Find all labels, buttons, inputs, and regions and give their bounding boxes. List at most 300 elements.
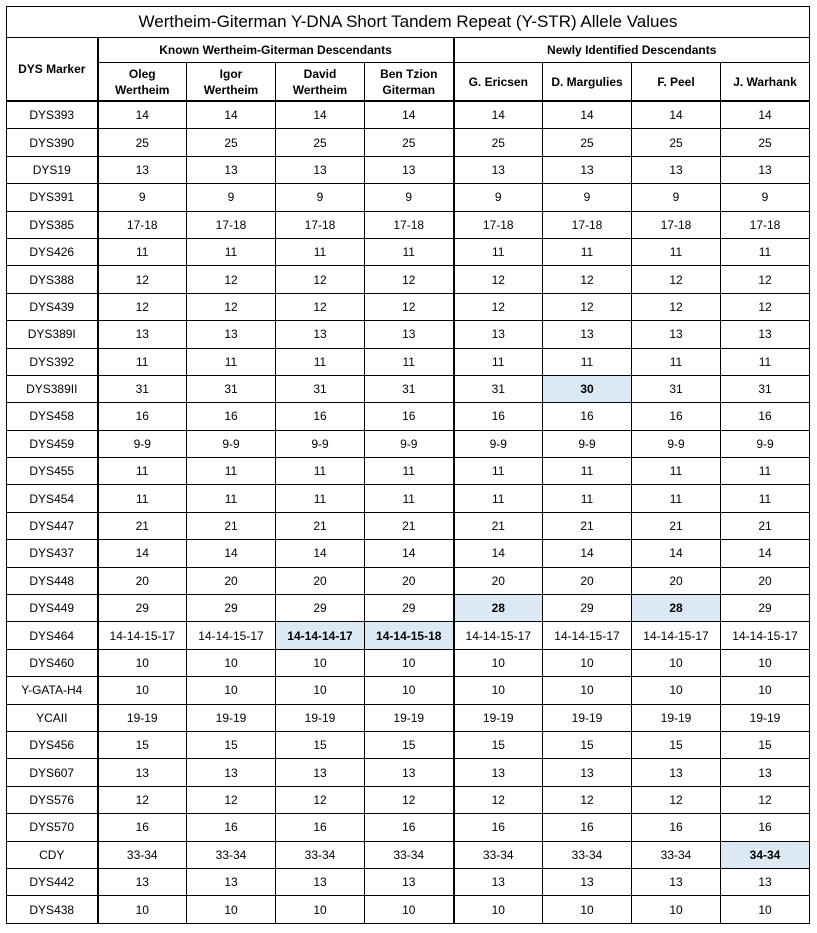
table-row bbox=[7, 458, 810, 485]
allele-cell: 20 bbox=[98, 567, 187, 594]
allele-cell: 21 bbox=[543, 512, 632, 539]
allele-cell: 10 bbox=[543, 677, 632, 704]
allele-cell: 15 bbox=[276, 731, 365, 758]
allele-cell: 11 bbox=[276, 485, 365, 512]
allele-cell: 11 bbox=[98, 485, 187, 512]
marker-cell: DYS442 bbox=[7, 868, 98, 895]
allele-cell: 29 bbox=[721, 595, 810, 622]
allele-cell: 33-34 bbox=[365, 841, 454, 868]
table-row bbox=[7, 184, 810, 211]
allele-cell: 11 bbox=[365, 485, 454, 512]
allele-cell: 31 bbox=[632, 375, 721, 402]
allele-cell: 31 bbox=[276, 375, 365, 402]
allele-cell: 12 bbox=[365, 786, 454, 813]
table-row bbox=[7, 759, 810, 786]
allele-cell: 13 bbox=[454, 321, 543, 348]
allele-cell: 21 bbox=[632, 512, 721, 539]
marker-cell: DYS576 bbox=[7, 786, 98, 813]
allele-cell: 9 bbox=[721, 184, 810, 211]
table-row bbox=[7, 622, 810, 649]
allele-cell: 33-34 bbox=[276, 841, 365, 868]
table-row bbox=[7, 704, 810, 731]
person-name-line: J. Warhank bbox=[733, 74, 797, 89]
marker-cell: DYS449 bbox=[7, 595, 98, 622]
marker-cell: DYS460 bbox=[7, 649, 98, 676]
marker-cell: DYS570 bbox=[7, 814, 98, 841]
marker-cell: DYS439 bbox=[7, 293, 98, 320]
person-name-line: Wertheim bbox=[203, 82, 259, 97]
marker-cell: DYS607 bbox=[7, 759, 98, 786]
person-name-line: F. Peel bbox=[657, 74, 695, 89]
allele-cell: 16 bbox=[632, 403, 721, 430]
allele-cell: 29 bbox=[276, 595, 365, 622]
allele-cell: 13 bbox=[632, 156, 721, 183]
marker-cell: DYS438 bbox=[7, 896, 98, 923]
allele-cell: 19-19 bbox=[632, 704, 721, 731]
allele-cell: 16 bbox=[187, 403, 276, 430]
allele-cell: 14-14-15-17 bbox=[98, 622, 187, 649]
allele-cell: 12 bbox=[721, 266, 810, 293]
marker-cell: DYS388 bbox=[7, 266, 98, 293]
allele-cell: 10 bbox=[98, 677, 187, 704]
allele-cell: 16 bbox=[454, 403, 543, 430]
allele-cell: 10 bbox=[632, 649, 721, 676]
allele-cell: 13 bbox=[98, 868, 187, 895]
person-name-line: Wertheim bbox=[292, 82, 348, 97]
allele-cell: 14 bbox=[721, 101, 810, 129]
marker-column-header: DYS Marker bbox=[7, 38, 98, 102]
allele-cell: 13 bbox=[454, 868, 543, 895]
allele-cell: 10 bbox=[543, 649, 632, 676]
allele-cell: 10 bbox=[365, 649, 454, 676]
allele-cell: 31 bbox=[721, 375, 810, 402]
allele-cell: 21 bbox=[365, 512, 454, 539]
allele-cell: 9 bbox=[187, 184, 276, 211]
allele-cell: 25 bbox=[365, 129, 454, 156]
allele-cell: 16 bbox=[365, 814, 454, 841]
person-name-line: Giterman bbox=[382, 82, 436, 97]
allele-cell: 11 bbox=[632, 348, 721, 375]
allele-cell: 12 bbox=[454, 786, 543, 813]
allele-cell: 25 bbox=[454, 129, 543, 156]
allele-cell: 29 bbox=[187, 595, 276, 622]
allele-cell: 11 bbox=[365, 458, 454, 485]
allele-cell: 11 bbox=[187, 238, 276, 265]
allele-cell: 29 bbox=[98, 595, 187, 622]
table-row bbox=[7, 101, 810, 129]
allele-cell: 14 bbox=[187, 101, 276, 129]
allele-cell: 13 bbox=[454, 759, 543, 786]
allele-cell: 11 bbox=[543, 485, 632, 512]
group-header: Known Wertheim-Giterman Descendants bbox=[98, 38, 454, 63]
marker-cell: Y-GATA-H4 bbox=[7, 677, 98, 704]
allele-cell: 11 bbox=[721, 238, 810, 265]
allele-cell: 10 bbox=[721, 649, 810, 676]
allele-cell: 19-19 bbox=[98, 704, 187, 731]
allele-cell: 25 bbox=[721, 129, 810, 156]
allele-cell: 10 bbox=[543, 896, 632, 923]
allele-cell: 15 bbox=[187, 731, 276, 758]
allele-cell: 33-34 bbox=[98, 841, 187, 868]
allele-cell: 16 bbox=[187, 814, 276, 841]
allele-cell: 15 bbox=[98, 731, 187, 758]
allele-cell: 9 bbox=[632, 184, 721, 211]
table-row bbox=[7, 403, 810, 430]
table-row bbox=[7, 540, 810, 567]
allele-cell: 13 bbox=[187, 759, 276, 786]
allele-cell: 14-14-15-17 bbox=[187, 622, 276, 649]
allele-cell: 17-18 bbox=[98, 211, 187, 238]
allele-cell: 19-19 bbox=[454, 704, 543, 731]
allele-cell: 9 bbox=[543, 184, 632, 211]
allele-cell: 13 bbox=[721, 759, 810, 786]
allele-cell: 11 bbox=[632, 485, 721, 512]
allele-cell: 10 bbox=[98, 649, 187, 676]
table-row bbox=[7, 595, 810, 622]
allele-cell: 11 bbox=[365, 238, 454, 265]
allele-cell: 13 bbox=[98, 759, 187, 786]
allele-cell: 17-18 bbox=[543, 211, 632, 238]
allele-cell: 16 bbox=[543, 403, 632, 430]
allele-cell: 33-34 bbox=[187, 841, 276, 868]
table-row bbox=[7, 238, 810, 265]
allele-cell: 10 bbox=[276, 677, 365, 704]
allele-cell: 12 bbox=[98, 786, 187, 813]
allele-cell: 10 bbox=[187, 896, 276, 923]
marker-cell: DYS392 bbox=[7, 348, 98, 375]
allele-cell: 13 bbox=[365, 759, 454, 786]
allele-cell: 11 bbox=[543, 458, 632, 485]
allele-cell: 13 bbox=[454, 156, 543, 183]
allele-cell: 19-19 bbox=[276, 704, 365, 731]
allele-cell: 14 bbox=[543, 101, 632, 129]
allele-cell: 15 bbox=[454, 731, 543, 758]
table-row bbox=[7, 266, 810, 293]
allele-cell: 13 bbox=[543, 321, 632, 348]
person-name-line: Igor bbox=[219, 66, 243, 81]
table-row bbox=[7, 211, 810, 238]
allele-cell: 16 bbox=[632, 814, 721, 841]
table-row bbox=[7, 896, 810, 923]
marker-cell: DYS19 bbox=[7, 156, 98, 183]
allele-cell: 19-19 bbox=[543, 704, 632, 731]
person-name-line: D. Margulies bbox=[551, 74, 623, 89]
allele-cell: 11 bbox=[276, 348, 365, 375]
allele-cell: 10 bbox=[365, 896, 454, 923]
allele-cell: 14 bbox=[187, 540, 276, 567]
allele-cell: 14-14-15-17 bbox=[543, 622, 632, 649]
person-column-header bbox=[632, 63, 721, 102]
allele-cell: 21 bbox=[187, 512, 276, 539]
marker-cell: DYS459 bbox=[7, 430, 98, 457]
allele-cell: 13 bbox=[276, 321, 365, 348]
highlighted-allele-cell: 14-14-14-17 bbox=[276, 622, 365, 649]
person-name-line: G. Ericsen bbox=[468, 74, 528, 89]
marker-cell: DYS447 bbox=[7, 512, 98, 539]
marker-cell: DYS456 bbox=[7, 731, 98, 758]
person-column-header bbox=[543, 63, 632, 102]
allele-cell: 12 bbox=[721, 293, 810, 320]
allele-cell: 16 bbox=[276, 814, 365, 841]
allele-cell: 15 bbox=[543, 731, 632, 758]
table-row bbox=[7, 814, 810, 841]
allele-cell: 12 bbox=[543, 293, 632, 320]
allele-cell: 10 bbox=[632, 677, 721, 704]
person-column-header bbox=[187, 63, 276, 102]
allele-cell: 15 bbox=[365, 731, 454, 758]
table-row bbox=[7, 375, 810, 402]
allele-cell: 14 bbox=[632, 101, 721, 129]
allele-cell: 20 bbox=[543, 567, 632, 594]
allele-cell: 20 bbox=[454, 567, 543, 594]
allele-cell: 9-9 bbox=[632, 430, 721, 457]
marker-cell: DYS393 bbox=[7, 101, 98, 129]
allele-cell: 17-18 bbox=[454, 211, 543, 238]
allele-cell: 33-34 bbox=[632, 841, 721, 868]
allele-cell: 16 bbox=[543, 814, 632, 841]
allele-cell: 16 bbox=[98, 814, 187, 841]
highlighted-allele-cell: 14-14-15-18 bbox=[365, 622, 454, 649]
person-column-header bbox=[365, 63, 454, 102]
allele-cell: 11 bbox=[98, 348, 187, 375]
allele-cell: 12 bbox=[276, 266, 365, 293]
person-name-line: Oleg bbox=[128, 66, 156, 81]
allele-cell: 29 bbox=[543, 595, 632, 622]
allele-cell: 20 bbox=[276, 567, 365, 594]
allele-cell: 14-14-15-17 bbox=[454, 622, 543, 649]
allele-cell: 13 bbox=[187, 868, 276, 895]
allele-cell: 14 bbox=[98, 540, 187, 567]
allele-cell: 11 bbox=[543, 238, 632, 265]
allele-cell: 10 bbox=[187, 649, 276, 676]
allele-cell: 14 bbox=[98, 101, 187, 129]
allele-cell: 19-19 bbox=[187, 704, 276, 731]
person-column-header bbox=[98, 63, 187, 102]
allele-cell: 13 bbox=[543, 868, 632, 895]
allele-cell: 14 bbox=[365, 540, 454, 567]
allele-cell: 20 bbox=[721, 567, 810, 594]
table-row bbox=[7, 512, 810, 539]
allele-cell: 10 bbox=[454, 896, 543, 923]
allele-cell: 11 bbox=[721, 458, 810, 485]
allele-cell: 16 bbox=[98, 403, 187, 430]
allele-cell: 14 bbox=[454, 540, 543, 567]
table-row bbox=[7, 430, 810, 457]
allele-cell: 29 bbox=[365, 595, 454, 622]
table-row bbox=[7, 129, 810, 156]
allele-cell: 12 bbox=[543, 266, 632, 293]
allele-cell: 17-18 bbox=[365, 211, 454, 238]
marker-cell: DYS448 bbox=[7, 567, 98, 594]
allele-cell: 12 bbox=[187, 786, 276, 813]
marker-cell: DYS455 bbox=[7, 458, 98, 485]
marker-cell: DYS389I bbox=[7, 321, 98, 348]
allele-cell: 11 bbox=[276, 238, 365, 265]
person-column-header bbox=[276, 63, 365, 102]
allele-cell: 11 bbox=[98, 238, 187, 265]
allele-cell: 21 bbox=[721, 512, 810, 539]
allele-cell: 11 bbox=[454, 458, 543, 485]
allele-cell: 9 bbox=[98, 184, 187, 211]
allele-cell: 13 bbox=[98, 156, 187, 183]
allele-cell: 17-18 bbox=[721, 211, 810, 238]
allele-cell: 12 bbox=[632, 786, 721, 813]
person-column-header bbox=[721, 63, 810, 102]
allele-cell: 11 bbox=[721, 348, 810, 375]
allele-cell: 12 bbox=[187, 266, 276, 293]
allele-cell: 17-18 bbox=[632, 211, 721, 238]
allele-cell: 16 bbox=[365, 403, 454, 430]
marker-cell: DYS389II bbox=[7, 375, 98, 402]
allele-cell: 25 bbox=[187, 129, 276, 156]
allele-cell: 21 bbox=[98, 512, 187, 539]
allele-cell: 12 bbox=[543, 786, 632, 813]
allele-cell: 9-9 bbox=[543, 430, 632, 457]
person-name-line: Wertheim bbox=[115, 82, 170, 97]
allele-cell: 9 bbox=[365, 184, 454, 211]
allele-cell: 12 bbox=[365, 266, 454, 293]
allele-cell: 17-18 bbox=[276, 211, 365, 238]
allele-cell: 11 bbox=[276, 458, 365, 485]
allele-cell: 11 bbox=[187, 458, 276, 485]
allele-cell: 9 bbox=[276, 184, 365, 211]
allele-cell: 11 bbox=[721, 485, 810, 512]
allele-cell: 13 bbox=[543, 759, 632, 786]
person-column-header bbox=[454, 63, 543, 102]
allele-cell: 13 bbox=[98, 321, 187, 348]
table-title: Wertheim-Giterman Y-DNA Short Tandem Repeat (Y-STR) Allele Values bbox=[7, 7, 810, 38]
table-row bbox=[7, 868, 810, 895]
allele-cell: 12 bbox=[187, 293, 276, 320]
allele-cell: 25 bbox=[276, 129, 365, 156]
allele-cell: 14 bbox=[632, 540, 721, 567]
marker-cell: DYS391 bbox=[7, 184, 98, 211]
allele-cell: 13 bbox=[632, 321, 721, 348]
allele-cell: 14 bbox=[276, 101, 365, 129]
allele-cell: 13 bbox=[365, 156, 454, 183]
allele-cell: 11 bbox=[454, 485, 543, 512]
allele-cell: 14 bbox=[365, 101, 454, 129]
allele-cell: 12 bbox=[632, 266, 721, 293]
allele-cell: 13 bbox=[632, 868, 721, 895]
allele-cell: 14 bbox=[454, 101, 543, 129]
table-row bbox=[7, 731, 810, 758]
person-name-line: Ben Tzion bbox=[380, 66, 438, 81]
allele-cell: 33-34 bbox=[543, 841, 632, 868]
group-header: Newly Identified Descendants bbox=[454, 38, 810, 63]
allele-cell: 11 bbox=[454, 238, 543, 265]
allele-cell: 10 bbox=[276, 649, 365, 676]
allele-cell: 20 bbox=[187, 567, 276, 594]
allele-cell: 12 bbox=[632, 293, 721, 320]
allele-cell: 31 bbox=[365, 375, 454, 402]
allele-cell: 19-19 bbox=[365, 704, 454, 731]
allele-cell: 12 bbox=[454, 293, 543, 320]
allele-cell: 13 bbox=[365, 321, 454, 348]
allele-cell: 14 bbox=[721, 540, 810, 567]
table-row bbox=[7, 156, 810, 183]
allele-cell: 10 bbox=[187, 677, 276, 704]
highlighted-allele-cell: 30 bbox=[543, 375, 632, 402]
allele-cell: 11 bbox=[454, 348, 543, 375]
allele-cell: 11 bbox=[632, 238, 721, 265]
allele-cell: 25 bbox=[98, 129, 187, 156]
allele-cell: 25 bbox=[543, 129, 632, 156]
ystr-allele-table bbox=[6, 6, 810, 924]
allele-cell: 11 bbox=[543, 348, 632, 375]
allele-cell: 20 bbox=[632, 567, 721, 594]
marker-cell: DYS454 bbox=[7, 485, 98, 512]
allele-cell: 9-9 bbox=[365, 430, 454, 457]
allele-cell: 9-9 bbox=[721, 430, 810, 457]
table-container bbox=[6, 6, 810, 924]
allele-cell: 13 bbox=[721, 868, 810, 895]
allele-cell: 10 bbox=[365, 677, 454, 704]
allele-cell: 10 bbox=[454, 649, 543, 676]
marker-cell: CDY bbox=[7, 841, 98, 868]
marker-cell: DYS390 bbox=[7, 129, 98, 156]
allele-cell: 9-9 bbox=[276, 430, 365, 457]
allele-cell: 11 bbox=[187, 348, 276, 375]
allele-cell: 16 bbox=[721, 814, 810, 841]
allele-cell: 31 bbox=[187, 375, 276, 402]
allele-cell: 16 bbox=[721, 403, 810, 430]
allele-cell: 11 bbox=[632, 458, 721, 485]
table-row bbox=[7, 485, 810, 512]
marker-cell: DYS464 bbox=[7, 622, 98, 649]
person-name-line: David bbox=[303, 66, 337, 81]
allele-cell: 13 bbox=[721, 321, 810, 348]
highlighted-allele-cell: 28 bbox=[632, 595, 721, 622]
allele-cell: 20 bbox=[365, 567, 454, 594]
allele-cell: 21 bbox=[454, 512, 543, 539]
allele-cell: 12 bbox=[276, 293, 365, 320]
allele-cell: 31 bbox=[98, 375, 187, 402]
marker-cell: DYS385 bbox=[7, 211, 98, 238]
allele-cell: 12 bbox=[721, 786, 810, 813]
allele-cell: 11 bbox=[98, 458, 187, 485]
marker-cell: YCAII bbox=[7, 704, 98, 731]
table-row bbox=[7, 567, 810, 594]
allele-cell: 19-19 bbox=[721, 704, 810, 731]
allele-cell: 12 bbox=[98, 293, 187, 320]
allele-cell: 14-14-15-17 bbox=[721, 622, 810, 649]
table-row bbox=[7, 649, 810, 676]
allele-cell: 13 bbox=[632, 759, 721, 786]
allele-cell: 13 bbox=[365, 868, 454, 895]
table-row bbox=[7, 321, 810, 348]
allele-cell: 9-9 bbox=[454, 430, 543, 457]
table-body bbox=[7, 101, 810, 923]
allele-cell: 10 bbox=[632, 896, 721, 923]
allele-cell: 17-18 bbox=[187, 211, 276, 238]
allele-cell: 31 bbox=[454, 375, 543, 402]
allele-cell: 13 bbox=[276, 156, 365, 183]
allele-cell: 14 bbox=[276, 540, 365, 567]
table-row bbox=[7, 677, 810, 704]
allele-cell: 9 bbox=[454, 184, 543, 211]
allele-cell: 10 bbox=[276, 896, 365, 923]
allele-cell: 12 bbox=[365, 293, 454, 320]
allele-cell: 11 bbox=[365, 348, 454, 375]
highlighted-allele-cell: 34-34 bbox=[721, 841, 810, 868]
allele-cell: 13 bbox=[721, 156, 810, 183]
allele-cell: 9-9 bbox=[187, 430, 276, 457]
allele-cell: 12 bbox=[276, 786, 365, 813]
allele-cell: 12 bbox=[454, 266, 543, 293]
table-row bbox=[7, 786, 810, 813]
allele-cell: 16 bbox=[276, 403, 365, 430]
